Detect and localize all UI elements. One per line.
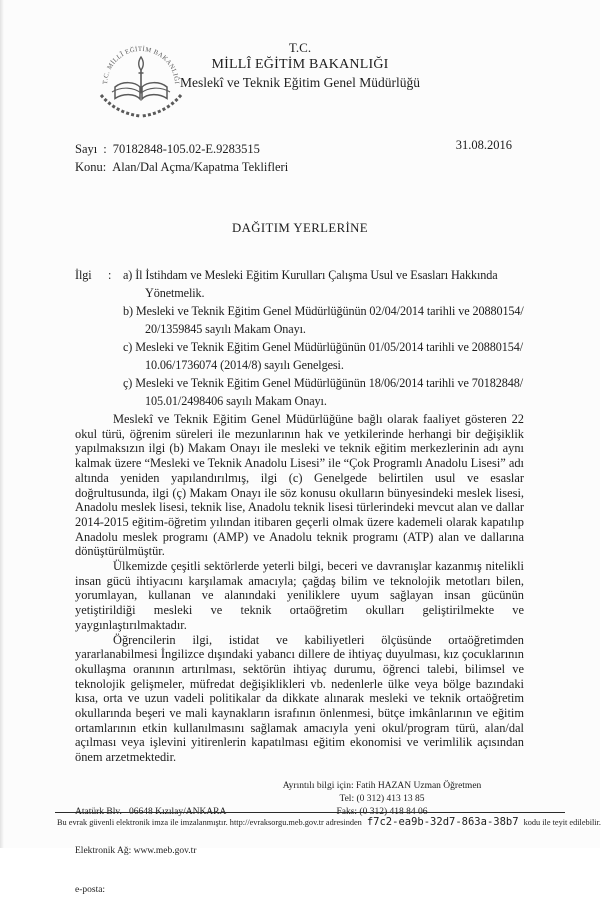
verification-code: f7c2-ea9b-32d7-863a-38b7 bbox=[366, 816, 519, 828]
subject-label: Konu: bbox=[75, 160, 107, 174]
number-label: Sayı bbox=[75, 142, 98, 156]
references-block bbox=[75, 266, 524, 410]
reference-item bbox=[123, 302, 524, 338]
seal-circular-text: T.C. MİLLÎ EĞİTİM BAKANLIĞI bbox=[101, 45, 181, 85]
fax-line: Faks: (0 312) 418 84 06 bbox=[336, 807, 428, 817]
footer-separator-line bbox=[55, 812, 565, 813]
address-line: Atatürk Blv. 06648 Kızılay/ANKARA bbox=[75, 807, 227, 817]
reference-line: 105.01/2498406 sayılı Makam Onayı. bbox=[145, 394, 327, 408]
reference-item bbox=[123, 374, 524, 410]
phone-line: Tel: (0 312) 413 13 85 bbox=[339, 794, 425, 804]
reference-line: ç) Mesleki ve Teknik Eğitim Genel Müdürlüğünün 18/06/2014 tarihli ve 70182848/ bbox=[123, 376, 524, 390]
laurel-left-icon bbox=[101, 95, 140, 116]
reference-line: c) Mesleki ve Teknik Eğitim Genel Müdürlüğünün 01/05/2014 tarihli ve 20880154/ bbox=[123, 340, 524, 354]
department-name: Meslekî ve Teknik Eğitim Genel Müdürlüğü bbox=[180, 75, 420, 91]
verification-suffix: kodu ile teyit edilebilir. bbox=[523, 818, 601, 827]
reference-line: a) İl İstihdam ve Mesleki Eğitim Kurulları Çalışma Usul ve Esasları Hakkında bbox=[123, 268, 498, 282]
subject-value: Alan/Dal Açma/Kapatma Teklifleri bbox=[112, 160, 289, 174]
ministry-name: MİLLÎ EĞİTİM BAKANLIĞI bbox=[211, 56, 389, 72]
document-number: 70182848-105.02-E.9283515 bbox=[112, 142, 260, 156]
verification-prefix: Bu evrak güvenli elektronik imza ile imzalanmıştır. http://evraksorgu.meb.gov.tr adresinden bbox=[57, 818, 362, 827]
website-line: Elektronik Ağ: www.meb.gov.tr bbox=[75, 846, 197, 856]
laurel-right-icon bbox=[142, 95, 181, 116]
document-number-row bbox=[75, 140, 288, 158]
body-paragraph: Meslekî ve Teknik Eğitim Genel Müdürlüğüne bağlı olarak faaliyet gösteren 22 okul türü, öğrenim süreleri ile mezunlarının hak ve yetkilerinde herhangi bir değişiklik yapılmaksızın ilgi (b) Makam Onayı ile mesleki ve teknik eğitim merkezlerinin adı aynı kalmak üzere “Mesleki ve Teknik Anadolu Lisesi” ile “Çok Programlı Anadolu Lisesi” adı altında yeniden yapılandırılmış, ilgi (c) Genelgede belirtilen usul ve esaslar doğrultusunda, ilgi (ç) Makam Onayı ile söz konusu okulların bünyesindeki meslek lisesi, Anadolu meslek lisesi, teknik lise, Anadolu teknik lisesi türlerindeki mevcut alan ve dallar 2014-2015 eğitim-öğretim yılından itibaren geçerli olmak üzere kademeli olarak kapatılıp Anadolu meslek programı (AMP) ve Anadolu teknik programı (ATP) alan ve dallarına dönüştürülmüştür. bbox=[75, 412, 524, 559]
verification-bar bbox=[57, 816, 601, 828]
references-colon: : bbox=[108, 268, 112, 282]
letter-body bbox=[75, 412, 524, 765]
scan-edge-shadow bbox=[0, 0, 4, 848]
reference-item bbox=[123, 266, 524, 302]
references-label: İlgi bbox=[75, 268, 92, 282]
reference-item bbox=[123, 338, 524, 374]
reference-line: 20/1359845 sayılı Makam Onayı. bbox=[145, 322, 306, 336]
reference-line: Yönetmelik. bbox=[145, 286, 205, 300]
email-line: e-posta: bbox=[75, 885, 106, 895]
footer-address-block bbox=[75, 780, 226, 923]
reference-line: 10.06/1736074 (2014/8) sayılı Genelgesi. bbox=[145, 358, 344, 372]
footer-contact-block bbox=[266, 780, 498, 819]
number-separator: : bbox=[103, 142, 107, 156]
document-meta bbox=[75, 140, 288, 176]
subject-row bbox=[75, 158, 288, 176]
republic-title: T.C. bbox=[288, 40, 312, 55]
document-date: 31.08.2016 bbox=[455, 138, 512, 152]
contact-person-line: Ayrıntılı bilgi için: Fatih HAZAN Uzman Öğretmen bbox=[282, 781, 482, 791]
reference-line: b) Mesleki ve Teknik Eğitim Genel Müdürlüğünün 02/04/2014 tarihli ve 20880154/ bbox=[123, 304, 524, 318]
recipient-line: DAĞITIM YERLERİNE bbox=[231, 221, 369, 235]
body-paragraph: Ülkemizde çeşitli sektörlerde yeterli bilgi, beceri ve davranışlar kazanmış nitelikli insan gücü ihtiyacını karşılamak amacıyla; çağdaş bilim ve teknolojik metotları bilen, yorumlayan, kullanan ve alanındaki yeniliklere uyum sağlayan insan gücünün yetiştirildiği mesleki ve teknik ortaöğretim okulları geliştirilmekte ve yaygınlaştırılmaktadır. bbox=[75, 559, 524, 632]
body-paragraph: Öğrencilerin ilgi, istidat ve kabiliyetleri ölçüsünde ortaöğretimden yararlanabilmesi İngilizce dışındaki yabancı dillere de ihtiyaç duyulması, kız çocuklarının okullaşma oranının artırılması, sektörün ihtiyaç durumu, öğrenci talebi, bilimsel ve teknolojik gelişmeler, müfredat değişiklikleri vb. nedenlerle ülke veya bölge bazındaki kısa, orta ve uzun vadeli politikalar da dikkate alınarak mesleki ve teknik ortaöğretim okullarında beşeri ve mali kaynakların israfının önlenmesi, bütçe imkânlarının ve eğitim ortamlarının etkin kullanılmasını sağlamak amacıyla yeni okul/program türü, alan/dal açılması veya işlevini yitirenlerin kapatılması eğitim ekonomisi ve verimlilik açısından önem arzetmektedir. bbox=[75, 632, 524, 765]
letterhead bbox=[0, 40, 600, 92]
references-items bbox=[123, 266, 524, 410]
